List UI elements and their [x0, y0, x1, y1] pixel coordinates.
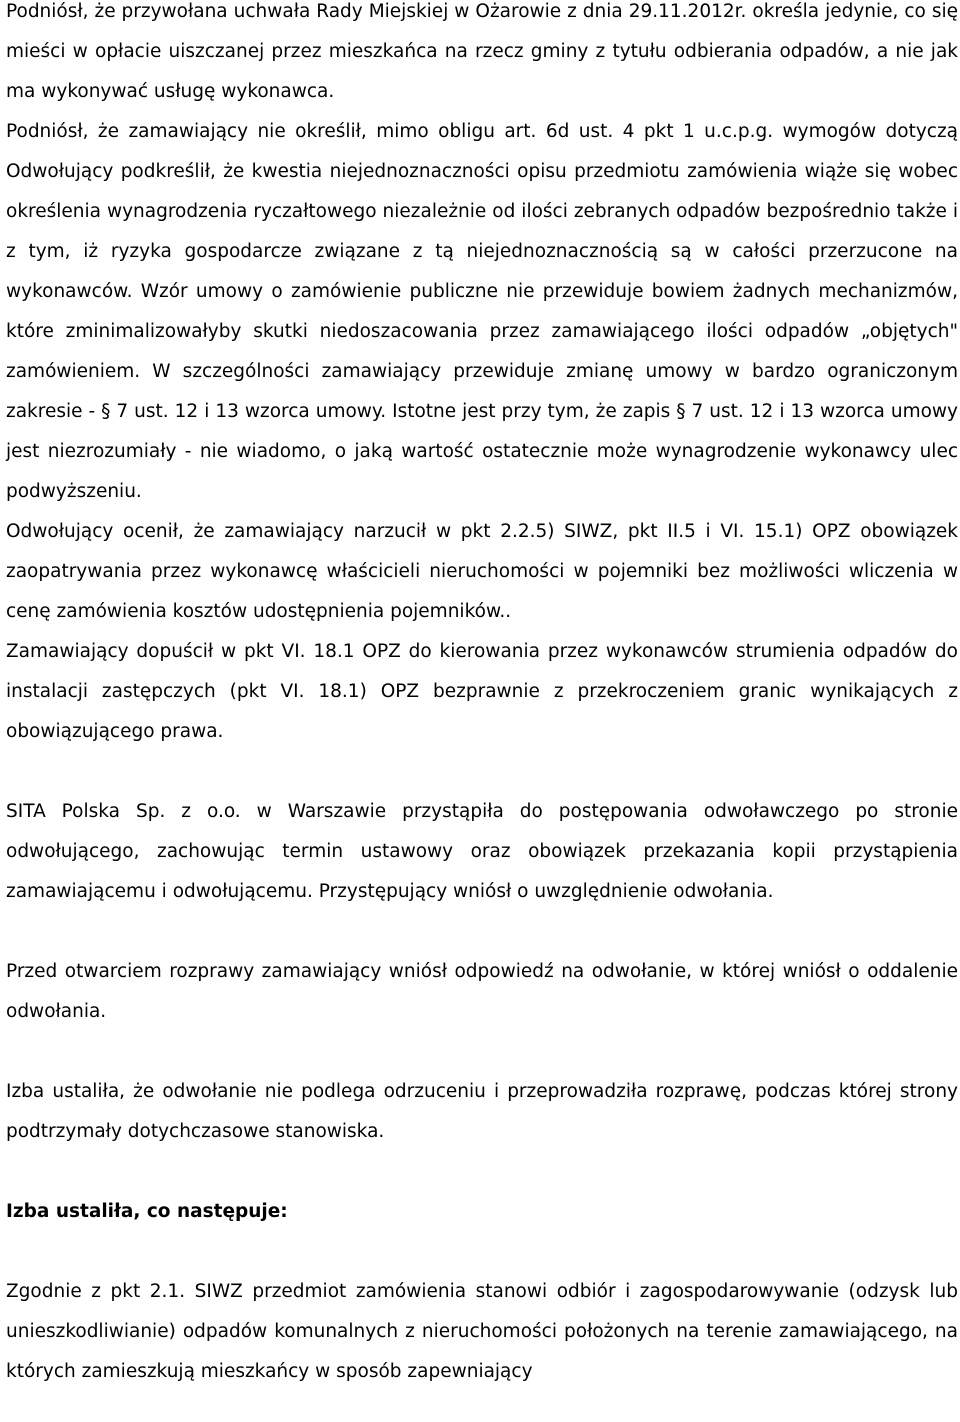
paragraph-pojemniki: Odwołujący ocenił, że zamawiający narzucił w pkt 2.2.5) SIWZ, pkt II.5 i VI. 15.1) OPZ obowiązek zaopatrywania przez wykonawcę właścicieli nieruchomości w pojemniki bez możliwości wliczenia w cenę zamówienia kosztów udostępnienia pojemników..: [6, 521, 958, 622]
paragraph-spacer: [6, 752, 958, 792]
paragraph-instalacje-zastepcze: Zamawiający dopuścił w pkt VI. 18.1 OPZ do kierowania przez wykonawców strumienia odpadów do instalacji zastępczych (pkt VI. 18.1) OPZ bezprawnie z przekroczeniem granic wynikających z obowiązującego prawa.: [6, 641, 958, 742]
document-page: [6, 0, 958, 1392]
paragraph-spacer: [6, 912, 958, 952]
paragraph-spacer: [6, 1152, 958, 1192]
paragraph-art-6d: Podniósł, że zamawiający nie określił, mimo obligu art. 6d ust. 4 pkt 1 u.c.p.g. wymogów dotyczą Odwołujący podkreślił, że kwestia niejednoznaczności opisu przedmiotu zamówienia wiąże się wobec określenia wynagrodzenia ryczałtowego niezależnie od ilości zebranych odpadów bezpośrednio także i z tym, iż ryzyka gospodarcze związane z tą niejednoznacznością są w całości przerzucone na wykonawców. Wzór umowy o zamówienie publiczne nie przewiduje bowiem żadnych mechanizmów, które zminimalizowałyby skutki niedoszacowania przez zamawiającego ilości odpadów „objętych" zamówieniem. W szczególności zamawiający przewiduje zmianę umowy w bardzo ograniczonym zakresie - § 7 ust. 12 i 13 wzorca umowy. Istotne jest przy tym, że zapis § 7 ust. 12 i 13 wzorca umowy jest niezrozumiały - nie wiadomo, o jaką wartość ostatecznie może wynagrodzenie wykonawcy ulec podwyższeniu.: [6, 121, 958, 502]
paragraph-rozprawa: Izba ustaliła, że odwołanie nie podlega odrzuceniu i przeprowadziła rozprawę, podczas której strony podtrzymały dotychczasowe stanowiska.: [6, 1081, 958, 1142]
paragraph-odpowiedz: Przed otwarciem rozprawy zamawiający wniósł odpowiedź na odwołanie, w której wniósł o oddalenie odwołania.: [6, 961, 958, 1022]
paragraph-spacer: [6, 1032, 958, 1072]
paragraph-spacer: [6, 1232, 958, 1272]
section-heading: Izba ustaliła, co następuje:: [6, 1201, 288, 1222]
paragraph-przystapienie: SITA Polska Sp. z o.o. w Warszawie przystąpiła do postępowania odwoławczego po stronie odwołującego, zachowując termin ustawowy oraz obowiązek przekazania kopii przystąpienia zamawiającemu i odwołującemu. Przystępujący wniósł o uwzględnienie odwołania.: [6, 801, 958, 902]
paragraph-uchwala: Podniósł, że przywołana uchwała Rady Miejskiej w Ożarowie z dnia 29.11.2012r. określa jedynie, co się mieści w opłacie uiszczanej przez mieszkańca na rzecz gminy z tytułu odbierania odpadów, a nie jak ma wykonywać usługę wykonawca.: [6, 1, 958, 102]
paragraph-przedmiot-zamowienia: Zgodnie z pkt 2.1. SIWZ przedmiot zamówienia stanowi odbiór i zagospodarowywanie (odzysk lub unieszkodliwianie) odpadów komunalnych z nieruchomości położonych na terenie zamawiającego, na których zamieszkują mieszkańcy w sposób zapewniający: [6, 1281, 958, 1382]
